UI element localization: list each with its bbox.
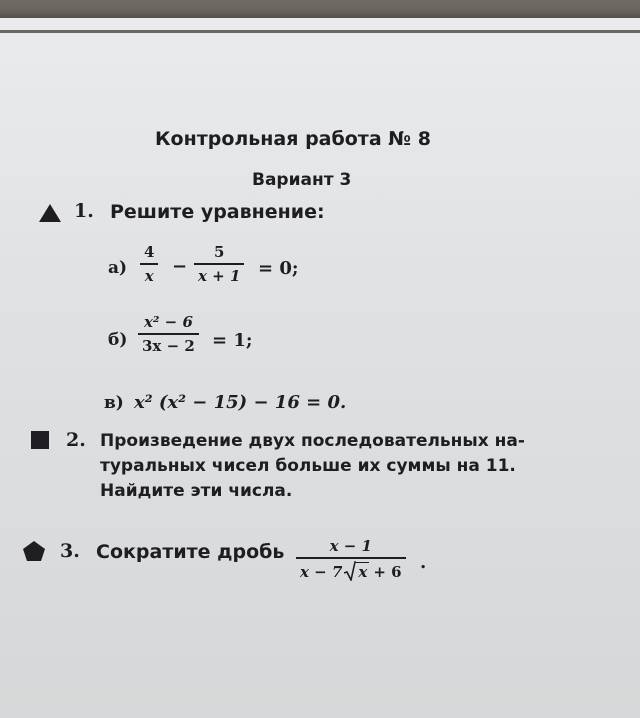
fraction-bar [194,263,244,265]
paper-sheet [0,18,640,718]
fraction-numerator: 5 [213,243,225,261]
task1b-label: б) [108,330,128,350]
task1v-label: в) [104,393,124,413]
fraction-bar [138,333,199,335]
fraction-numerator: 4 [144,243,155,261]
radicand: x [358,562,368,581]
task1a-fraction-2 [194,243,244,285]
square-root [344,561,369,581]
fraction-denominator [296,561,406,581]
task2-number: 2. [66,429,86,451]
task2-line-3: Найдите эти числа. [100,481,293,501]
task1v-expression: x² (x² − 15) − 16 = 0. [134,392,347,413]
task1b-rhs: = 1; [212,330,253,351]
page-edge-line [0,30,640,33]
fraction-bar [296,557,406,559]
denominator-left: x − 7 [300,562,343,581]
task2-line-1: Произведение двух последовательных на- [100,431,525,451]
fraction-numerator: x − 1 [329,537,372,555]
task3-number: 3. [60,540,80,562]
task3-period: . [420,552,427,573]
square-icon [30,430,50,450]
fraction-denominator: x [144,266,154,285]
task3-text: Сократите дробь [96,541,285,563]
fraction-numerator: x² − 6 [143,313,193,331]
task1-number: 1. [74,200,94,222]
task1a-fraction-1 [140,243,158,285]
triangle-icon [38,203,62,223]
pentagon-icon [22,540,46,562]
task1a-rhs: = 0; [258,258,299,279]
variant-label: Вариант 3 [252,170,352,190]
denominator-right: + 6 [373,562,402,581]
task3-fraction [296,537,406,581]
radical-sign-icon [344,561,356,581]
task1b-fraction [138,313,199,355]
task2-line-2: туральных чисел больше их суммы на 11. [100,456,516,476]
fraction-denominator: x + 1 [198,266,241,285]
task1a-minus: − [172,256,188,277]
fraction-denominator: 3x − 2 [142,336,195,355]
task1a-label: а) [108,258,128,278]
page-title: Контрольная работа № 8 [155,128,431,150]
task1-heading: Решите уравнение: [110,201,325,223]
fraction-bar [140,263,158,265]
